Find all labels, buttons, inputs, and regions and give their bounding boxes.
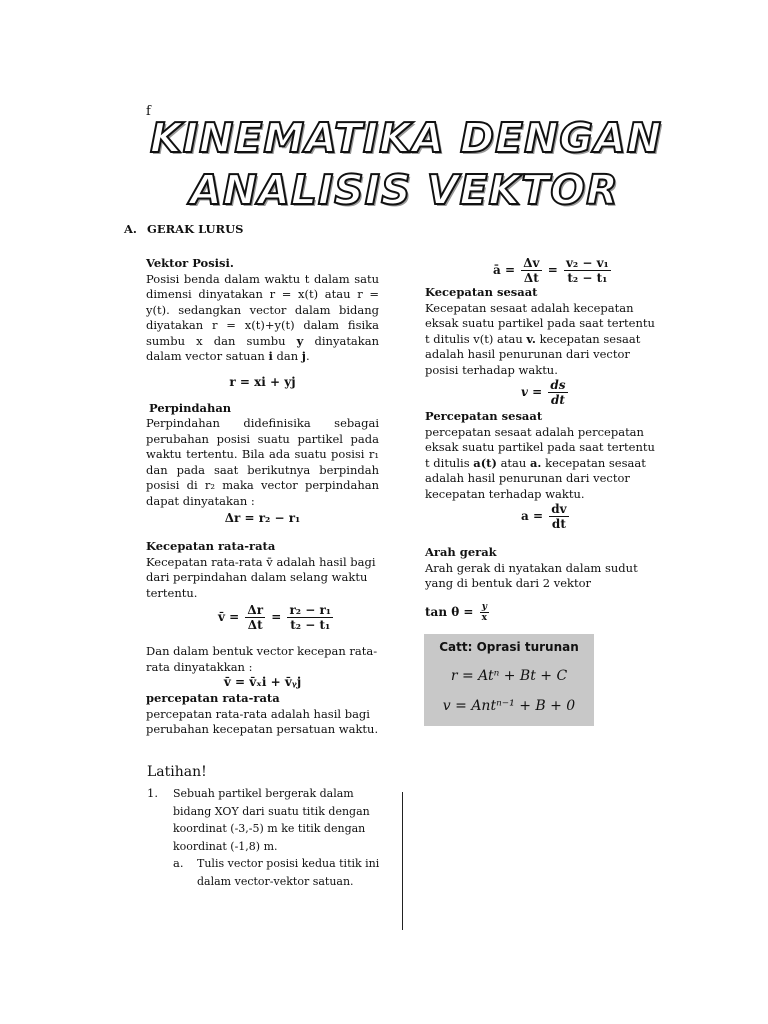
ps-num: dv xyxy=(551,502,567,516)
ps-text-3: kecepatan sesaat adalah hasil penurunan dari vector kecepatan terhadap waktu. xyxy=(425,455,646,501)
arah-gerak-equation xyxy=(425,602,655,623)
stray-mark: f xyxy=(146,104,151,119)
ks-v: v. xyxy=(526,331,536,346)
posisi-y: y xyxy=(296,333,304,348)
arah-gerak-body: Arah gerak di nyatakan dalam sudut yang di bentuk dari 2 vektor xyxy=(425,560,638,590)
kr-lhs: v̄ = xyxy=(218,610,240,624)
vektor-posisi-body xyxy=(146,272,379,365)
kecepatan-sesaat-heading: Kecepatan sesaat xyxy=(425,285,538,299)
aa-lhs: ā = xyxy=(493,263,516,277)
ag-den: x xyxy=(481,612,488,623)
kecepatan-rata-body: Kecepatan rata-rata v̄ adalah hasil bagi dari perpindahan dalam selang waktu tertentu. xyxy=(146,554,376,600)
ks-text-1: Kecepatan sesaat adalah kecepatan eksak suatu partikel pada saat tertentu t ditulis v(t) atau xyxy=(425,300,655,346)
section-letter: A. xyxy=(124,222,137,236)
aa-fraction-1 xyxy=(521,256,541,285)
latihan-item-number: 1. xyxy=(147,786,158,800)
aa-f2-num: v₂ − v₁ xyxy=(565,256,609,270)
catt-title: Catt: Oprasi turunan xyxy=(439,640,579,654)
latihan-sub-letter: a. xyxy=(173,856,184,870)
catt-box xyxy=(424,634,594,726)
right-column xyxy=(425,256,655,623)
perpindahan-heading: Perpindahan xyxy=(149,400,232,415)
percepatan-sesaat-body xyxy=(425,425,655,503)
arah-gerak-heading: Arah gerak xyxy=(425,545,497,559)
posisi-text-1: Posisi benda dalam waktu t dalam satu dimensi dinyatakan r = x(t) atau r = y(t). sedangkan vector dalam bidang diyatakan r = x(t)+y(t) dalam fisika sumbu x dan sumbu xyxy=(146,271,379,348)
aa-f2-den: t₂ − t₁ xyxy=(567,271,608,285)
posisi-text-4: . xyxy=(305,349,310,363)
percepatan-sesaat-equation xyxy=(521,502,655,531)
ps-den: dt xyxy=(551,517,566,531)
kr-fraction-2 xyxy=(287,603,333,632)
kr-equals: = xyxy=(271,610,282,624)
posisi-text-2: dinyatakan dalam vector satuan xyxy=(146,333,380,363)
ks-num: ds xyxy=(550,378,566,392)
left-column xyxy=(146,256,379,738)
posisi-text-3: dan xyxy=(276,349,299,363)
kecepatan-sesaat-equation xyxy=(521,378,655,407)
aa-f1-den: Δt xyxy=(523,271,539,285)
kecepatan-rata-equation xyxy=(218,603,379,632)
ps-fraction xyxy=(549,502,568,531)
title-line-2: ANALISIS VEKTOR xyxy=(190,166,619,214)
avg-acc-equation xyxy=(493,256,655,285)
latihan-item-1 xyxy=(147,786,387,855)
ag-num: y xyxy=(481,601,487,612)
ps-lhs: a = xyxy=(521,509,544,523)
perpindahan-equation: Δr = r₂ − r₁ xyxy=(224,511,301,525)
ag-lhs: tan θ = xyxy=(425,604,474,619)
catt-equation-2: v = Antⁿ⁻¹ + B + 0 xyxy=(442,698,576,714)
kr-f2-den: t₂ − t₁ xyxy=(290,618,331,632)
aa-f1-num: Δv xyxy=(523,256,540,270)
posisi-i: i xyxy=(268,349,273,363)
ks-fraction xyxy=(548,378,567,407)
kr-fraction-1 xyxy=(245,603,265,632)
aa-fraction-2 xyxy=(564,256,611,285)
ps-a: a. xyxy=(529,455,542,470)
ag-fraction xyxy=(480,602,489,623)
kecepatan-rata-heading: Kecepatan rata-rata xyxy=(146,539,276,553)
ks-text-2: kecepatan sesaat adalah hasil penurunan dari vector posisi terhadap waktu. xyxy=(425,331,641,377)
latihan-heading: Latihan! xyxy=(147,764,207,780)
latihan-sub-a xyxy=(173,856,387,890)
latihan-sub-text: Tulis vector posisi kedua titik ini dalam vector-vektor satuan. xyxy=(197,857,380,888)
title-line-1: KINEMATIKA DENGAN xyxy=(150,114,663,162)
column-divider xyxy=(402,792,403,930)
section-title: GERAK LURUS xyxy=(147,222,244,236)
perpindahan-body: Perpindahan didefinisika sebagai perubahan posisi suatu partikel pada waktu tertentu. Bila ada suatu posisi r₁ dan pada saat berikutnya berpindah posisi di r₂ maka vector perpindahan dapat dinyatakan : xyxy=(146,416,379,508)
kecepatan-sesaat-body xyxy=(425,301,655,379)
aa-equals: = xyxy=(547,263,558,277)
kr-f1-num: Δr xyxy=(247,603,264,617)
vektor-posisi-heading: Vektor Posisi. xyxy=(146,256,234,270)
ks-lhs: v = xyxy=(521,385,543,399)
kr-f2-num: r₂ − r₁ xyxy=(289,603,332,617)
vector-form-body: Dan dalam bentuk vector kecepan rata-rata dinyatakkan : xyxy=(146,644,378,674)
percepatan-sesaat-heading: Percepatan sesaat xyxy=(425,409,543,423)
posisi-equation: r = xi + yj xyxy=(229,374,296,389)
catt-equation-1: r = Atⁿ + Bt + C xyxy=(450,668,568,684)
ps-text-2: atau xyxy=(500,455,527,470)
ps-at: a(t) xyxy=(473,455,497,470)
kr-f1-den: Δt xyxy=(247,618,263,632)
posisi-j: j xyxy=(301,349,306,363)
percepatan-rata-heading: percepatan rata-rata xyxy=(146,691,280,705)
ps-text-1: percepatan sesaat adalah percepatan eksak suatu partikel pada saat tertentu t ditulis xyxy=(425,424,655,470)
ks-den: dt xyxy=(551,393,565,407)
latihan-item-text: Sebuah partikel bergerak dalam bidang XOY dari suatu titik dengan koordinat (-3,-5) m ke titik dengan koordinat (-1,8) m. xyxy=(173,787,370,853)
percepatan-rata-body: percepatan rata-rata adalah hasil bagi perubahan kecepatan persatuan waktu. xyxy=(146,706,379,736)
vector-form-equation: v̄ = v̄ₓi + v̄ᵧj xyxy=(223,675,302,689)
